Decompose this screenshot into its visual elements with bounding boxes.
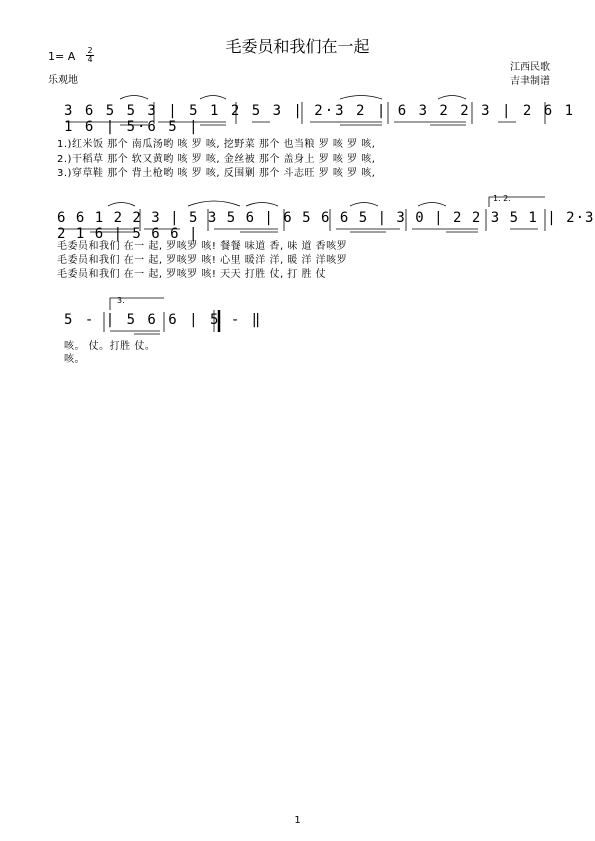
system1-lyric-verse3: 3.)穿草鞋 那个 背土枪哟 咳 罗 咳, 反围剿 那个 斗志旺 罗 咳 罗 咳, bbox=[57, 168, 376, 179]
system1-lyric-verse2: 2.)干稻草 那个 软又黄哟 咳 罗 咳, 金丝被 那个 盖身上 罗 咳 罗 咳, bbox=[57, 154, 376, 165]
system1-notes: 3 6 5 5 3 | 5 1 2 5 3 | 2·3 2 | 6 3 2 2 3 | 2 6 1 1 6 | 5·6 5 | bbox=[64, 103, 576, 135]
system2-lyric-verse2: 毛委员和我们 在一 起, 罗咳罗 咳! 心里 暖洋 洋, 暖 洋 洋咳罗 bbox=[57, 255, 348, 266]
page-number: 1 bbox=[294, 815, 301, 826]
time-signature-bottom: 4 bbox=[87, 55, 93, 64]
page-title: 毛委员和我们在一起 bbox=[225, 37, 370, 56]
system2-notes: 6 6 1 2 2 3 | 5 3 5 6 | 6 5 6 6 5 | 3 0 | 2 2 3 5 1 | 2·3 2 1 6 | 5 6 6 | bbox=[57, 210, 595, 242]
system3-lyric-line1: 咳。 仗。打胜 仗。 bbox=[64, 341, 156, 352]
volta-bracket-label-3: 3. bbox=[117, 296, 125, 305]
key-signature: 1= A bbox=[48, 50, 76, 63]
system2-lyric-verse3: 毛委员和我们 在一 起, 罗咳罗 咳! 天天 打胜 仗, 打 胜 仗 bbox=[57, 269, 327, 280]
arranger-credit: 吉聿制谱 bbox=[510, 76, 550, 87]
system2-lyric-verse1: 毛委员和我们 在一 起, 罗咳罗 咳! 餐餐 味道 香, 味 道 香咳罗 bbox=[57, 241, 348, 252]
time-signature-top: 2 bbox=[87, 46, 93, 55]
system1-lyric-verse1: 1.)红米饭 那个 南瓜汤哟 咳 罗 咳, 挖野菜 那个 也当粮 罗 咳 罗 咳, bbox=[57, 139, 376, 150]
system3-notes: 5 - | 5 6 6 | 5 - ‖ bbox=[64, 312, 263, 328]
system3-lyric-line2: 咳。 bbox=[64, 354, 85, 365]
song-origin: 江西民歌 bbox=[510, 62, 550, 73]
volta-bracket-label-1-2: 1. 2. bbox=[493, 194, 511, 203]
tempo-marking: 乐观地 bbox=[48, 75, 78, 86]
